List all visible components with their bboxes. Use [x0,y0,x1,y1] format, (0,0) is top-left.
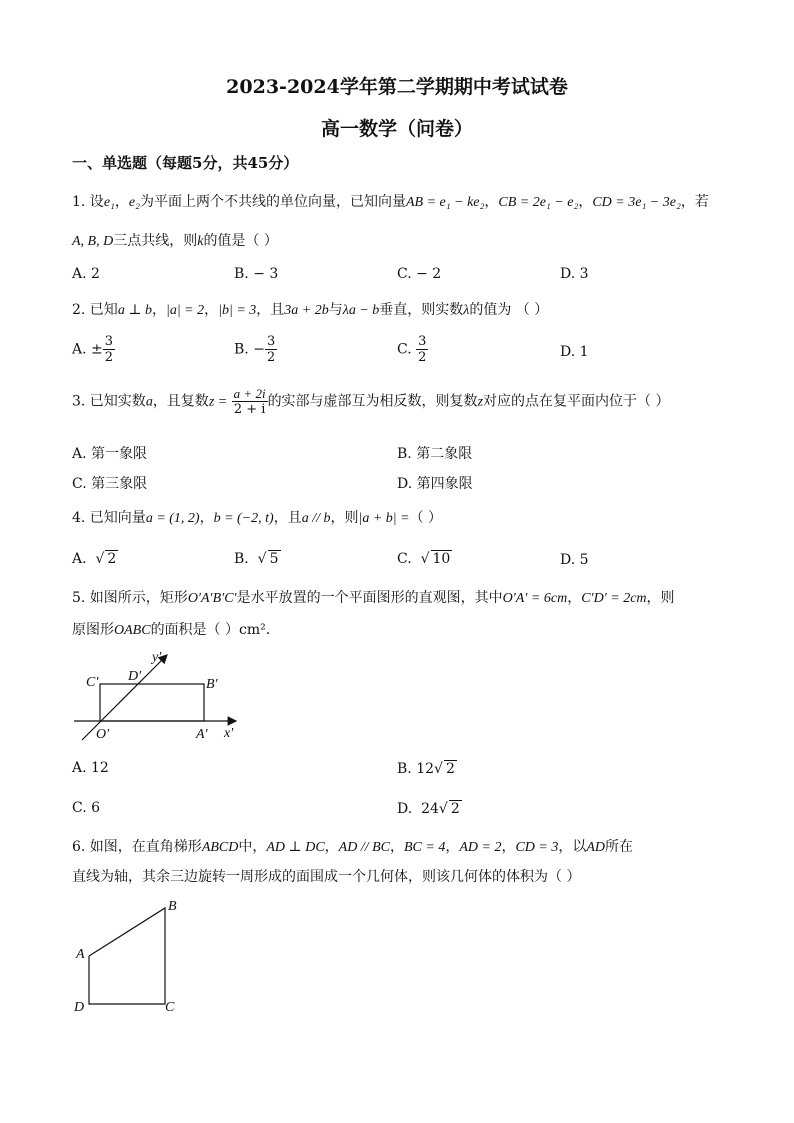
label-x: x′ [224,726,234,741]
label-a: A [76,947,85,962]
fraction: $\frac{3}{2}$ [104,334,114,365]
q3-option-d[interactable]: D. 第四象限 [397,476,473,492]
q4-option-b[interactable]: B. √ 5 [234,551,279,567]
q3-option-a[interactable]: A. 第一象限 [72,446,148,462]
q2-option-c[interactable]: C. $\frac{3}{2}$ [397,334,427,365]
q5-option-b[interactable]: B. 12√ 2 [397,761,455,777]
q3-option-c[interactable]: C. 第三象限 [72,476,148,492]
vector-e1: e₁ [103,195,115,210]
q5-option-a[interactable]: A. 12 [72,760,109,776]
label-a: A′ [196,727,208,742]
vector-e2: e₂ [128,195,140,210]
q3-option-b[interactable]: B. 第二象限 [397,446,473,462]
rectangle [100,684,204,721]
q4-option-d[interactable]: D. 5 [560,552,589,568]
complex-fraction: $\frac{a + 2i}{2 + i}$ [233,386,266,417]
question-5-line-2: 原图形OABC的面积是（ ）cm². [72,622,271,638]
label-b: B′ [206,677,218,692]
vector-cb: CB = 2e₁ − e₂ [498,195,579,210]
question-5-line-1: 5. 如图所示，矩形O′A′B′C′是水平放置的一个平面图形的直观图，其中O′A′ = 6cm，C′D′ = 2cm，则 [72,590,675,606]
vector-ab: AB = e₁ − ke₂ [406,195,485,210]
q5-figure [66,646,246,746]
label-d: D′ [128,669,142,684]
q1-option-b[interactable]: B. − 3 [234,266,279,282]
q5-option-d[interactable]: D. 24√ 2 [397,801,460,817]
section-title: 一、单选题（每题5分，共45分） [72,154,299,172]
q1-option-d[interactable]: D. 3 [560,266,589,282]
q1-option-c[interactable]: C. − 2 [397,266,442,282]
q4-option-a[interactable]: A. √ 2 [72,551,117,567]
question-6-line-1: 6. 如图，在直角梯形ABCD中，AD ⊥ DC，AD // BC，BC = 4，AD = 2，CD = 3，以AD所在 [72,839,634,855]
question-3: 3. 已知实数a，且复数z = $\frac{a + 2i}{2 + i}$ 的实部与虚部互为相反数，则复数z对应的点在复平面内位于（ ） [72,386,670,417]
question-4: 4. 已知向量a = (1, 2)，b = (−2, t)，且a // b，则|a + b| =（ ） [72,510,443,526]
y-axis [82,655,167,740]
question-1-line-1: 1. 设e₁，e₂为平面上两个不共线的单位向量，已知向量AB = e₁ − ke₂，CB = 2e₁ − e₂，CD = 3e₁ − 3e₂，若 [72,194,709,210]
label-o: O′ [96,727,110,742]
label-y: y′ [152,650,162,665]
label-d: D [74,1000,85,1015]
question-2-line-1: 2. 已知a ⊥ b，|a| = 2，|b| = 3，且3a + 2b与λa − b垂直，则实数λ的值为 （ ） [72,302,549,318]
trapezoid [89,908,165,1004]
exam-title: 2023-2024学年第二学期期中考试试卷 [226,76,568,98]
exam-subtitle: 高一数学（问卷） [320,118,473,140]
q2-option-d[interactable]: D. 1 [560,344,589,360]
q6-figure [68,894,188,1018]
fraction: $\frac{3}{2}$ [418,334,427,365]
q2-option-b[interactable]: B. − $\frac{3}{2}$ [234,334,276,365]
fraction: $\frac{3}{2}$ [266,334,276,365]
label-b: B [168,899,177,914]
question-1-line-2: A, B, D三点共线，则k的值是（ ） [72,233,278,249]
q5-option-c[interactable]: C. 6 [72,800,101,816]
q4-option-c[interactable]: C. √ 10 [397,551,451,567]
label-c: C [165,1000,175,1015]
question-6-line-2: 直线为轴，其余三边旋转一周形成的面围成一个几何体，则该几何体的体积为（ ） [72,869,581,885]
vector-cd: CD = 3e₁ − 3e₂ [592,195,681,210]
q2-option-a[interactable]: A. ± $\frac{3}{2}$ [72,334,114,365]
q1-option-a[interactable]: A. 2 [72,266,100,282]
label-c: C′ [86,675,99,690]
